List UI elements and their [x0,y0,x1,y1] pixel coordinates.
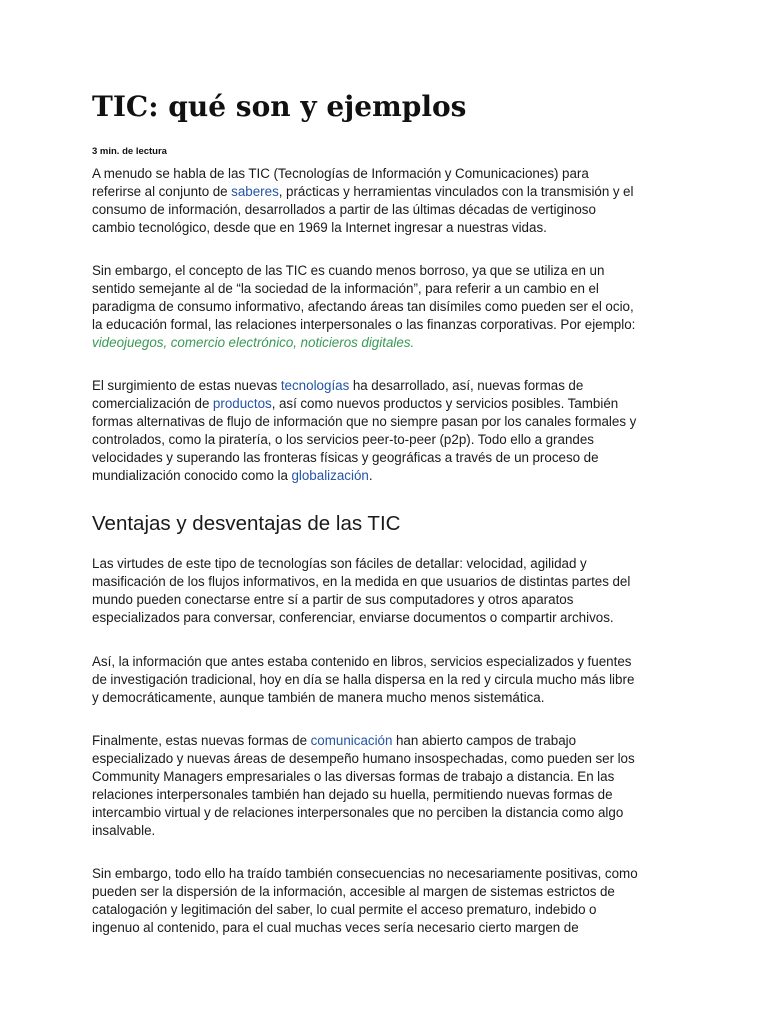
examples-link[interactable]: videojuegos, comercio electrónico, noticieros digitales. [92,334,415,350]
text-line: especializados para conversar, conferenciar, enviarse documentos o compartir archivos. [92,609,614,625]
text-fragment: , prácticas y herramientas vinculados con la transmisión y el [278,183,634,199]
text-fragment: mundialización conocido como la [92,467,292,483]
text-line: pueden ser la dispersión de la información, accesible al margen de sistemas estrictos de [92,883,615,899]
text-fragment: comercialización de [92,395,213,411]
paragraph-communication [92,732,682,839]
text-fragment: ha desarrollado, así, nuevas formas de [349,378,584,393]
text-line [92,732,682,750]
text-fragment: El surgimiento de estas nuevas [92,378,281,393]
text-line [92,377,682,395]
text-line: Sin embargo, todo ello ha traído también consecuencias no necesariamente positivas, como [92,866,638,881]
link-comunicacion[interactable]: comunicación [310,733,393,748]
text-line: catalogación y legitimación del saber, lo cual permite el acceso prematuro, indebido o [92,901,597,917]
text-line: controlados, como la piratería, o los servicios peer-to-peer (p2p). Todo ello a grandes [92,431,594,447]
text-line: insalvable. [92,822,156,838]
paragraph-emergence [92,377,682,484]
text-fragment: referirse al conjunto de [92,183,232,199]
link-productos[interactable]: productos [212,395,272,411]
text-fragment: han abierto campos de trabajo [392,733,577,748]
text-fragment: . [368,467,373,483]
text-line: ingenuo al contenido, para el cual muchas veces sería necesario cierto margen de [92,919,579,935]
read-time: 3 min. de lectura [92,146,167,157]
text-line: formas alternativas de flujo de información que no siempre pasan por los canales formales y [92,413,637,429]
paragraph-concept [92,262,682,352]
text-line [92,467,682,485]
text-line: de investigación tradicional, hoy en día se halla dispersa en la red y circula mucho más libre [92,671,635,687]
text-line: A menudo se habla de las TIC (Tecnologías de Información y Comunicaciones) para [92,166,589,181]
text-line [92,183,682,201]
text-line: Las virtudes de este tipo de tecnologías son fáciles de detallar: velocidad, agilidad y [92,556,587,571]
text-line: la educación formal, las relaciones interpersonales o las finanzas corporativas. Por ejemplo: [92,316,636,332]
text-line: sentido semejante al de “la sociedad de la información”, para referir a un cambio en el [92,280,599,296]
paragraph-information [92,653,682,707]
paragraph-virtues [92,555,682,627]
text-line: Sin embargo, el concepto de las TIC es cuando menos borroso, ya que se utiliza en un [92,263,605,278]
paragraph-consequences [92,865,682,937]
text-line: Community Managers empresariales o las diversas formas de trabajo a distancia. En las [92,768,615,784]
link-saberes[interactable]: saberes [231,183,279,199]
text-line [92,395,682,413]
text-line: y democráticamente, aunque también de manera mucho menos sistemática. [92,689,545,705]
text-line: relaciones interpersonales también han dejado su huella, permitiendo nuevas formas de [92,786,613,802]
text-line: cambio tecnológico, desde que en 1969 la Internet ingresar a nuestras vidas. [92,219,547,235]
page-title: TIC: qué son y ejemplos [92,90,467,123]
text-line: especializado y nuevas áreas de desempeño humano insospechadas, como pueden ser los [92,750,635,766]
text-line: intercambio virtual y de relaciones interpersonales que no perciben la distancia como algo [92,804,624,820]
text-line: masificación de los flujos informativos, en la medida en que usuarios de distintas partes del [92,573,631,589]
section-heading: Ventajas y desventajas de las TIC [92,512,401,535]
paragraph-intro [92,165,682,237]
text-fragment: , así como nuevos productos y servicios posibles. También [271,395,619,411]
text-fragment: Finalmente, estas nuevas formas de [92,733,311,748]
text-line: consumo de información, desarrollados a partir de las últimas décadas de vertiginoso [92,201,596,217]
link-globalizacion[interactable]: globalización [291,467,369,483]
text-line: Así, la información que antes estaba contenido en libros, servicios especializados y fuentes [92,654,632,669]
text-line: paradigma de consumo informativo, afectando áreas tan disímiles como pueden ser el ocio, [92,298,634,314]
text-line: mundo pueden conectarse entre sí a partir de sus computadores y otros aparatos [92,591,574,607]
text-line: velocidades y superando las fronteras físicas y geográficas a través de un proceso de [92,449,599,465]
link-tecnologias[interactable]: tecnologías [280,378,350,393]
